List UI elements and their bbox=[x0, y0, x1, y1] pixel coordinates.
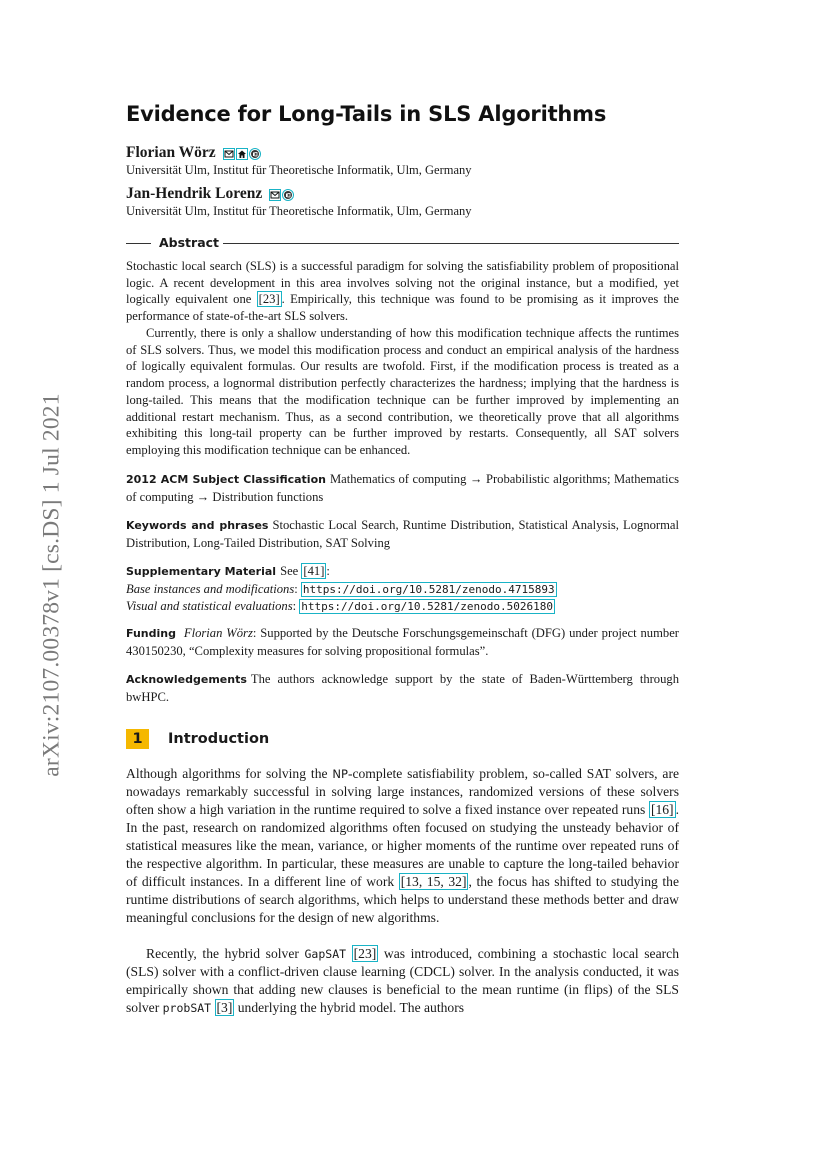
author-1-affiliation: Universität Ulm, Institut für Theoretische Informatik, Ulm, Germany bbox=[126, 163, 472, 177]
keywords-text: Stochastic Local Search, Runtime Distribution, Statistical Analysis, Lognormal Distribution, Long-Tailed Distribution, SAT Solving bbox=[126, 518, 679, 550]
author-2-affiliation: Universität Ulm, Institut für Theoretische Informatik, Ulm, Germany bbox=[126, 204, 472, 218]
supplementary-see: See bbox=[280, 564, 302, 578]
section-number: 1 bbox=[126, 729, 149, 749]
intro-text: -complete satisfiability problem, so-called SAT solvers, are nowadays remarkably successful in solving large instances, randomized versions of these solvers often show a high variation in the runtime required to solve a fixed instance over repeated runs bbox=[126, 766, 679, 817]
abstract-rule-right bbox=[223, 243, 679, 244]
intro-text: underlying the hybrid model. The authors bbox=[234, 1000, 465, 1015]
intro-paragraph-2 bbox=[126, 945, 679, 1017]
acm-text: Mathematics of computing → Probabilistic algorithms; Mathematics of computing → Distribution functions bbox=[126, 472, 680, 504]
citation-link[interactable]: [23] bbox=[258, 292, 280, 307]
paper-title: Evidence for Long-Tails in SLS Algorithms bbox=[126, 102, 607, 126]
funding-name: Florian Wörz bbox=[183, 626, 253, 640]
intro-paragraph-1 bbox=[126, 765, 679, 927]
abstract-heading bbox=[126, 235, 679, 251]
acm-label: 2012 ACM Subject Classification bbox=[126, 473, 326, 486]
intro-text: Although algorithms for solving the bbox=[126, 766, 333, 781]
supplementary-line2-label: Visual and statistical evaluations bbox=[126, 599, 293, 614]
author-1 bbox=[126, 144, 262, 163]
supplementary-line1-label: Base instances and modifications bbox=[126, 581, 295, 596]
citation-link[interactable]: [41] bbox=[303, 564, 325, 578]
supplementary-material bbox=[126, 563, 679, 616]
intro-text: . In the past, research on randomized algorithms often focused on studying the unsteady behavior of statistical measures like the mean, variance, or higher moments of the runtime over repeated runs of the respective algorithm. In particular, these measures are unable to capture the long-tailed behavior of difficult instances. In a different line of work bbox=[126, 802, 679, 889]
supplementary-colon: : bbox=[326, 564, 330, 578]
envelope-icon[interactable] bbox=[269, 189, 281, 201]
author-1-icons bbox=[223, 145, 262, 163]
keywords bbox=[126, 517, 679, 551]
intro-space bbox=[211, 1000, 214, 1015]
section-title: Introduction bbox=[168, 731, 270, 747]
acknowledgements bbox=[126, 671, 679, 705]
abstract-text: Stochastic local search (SLS) is a successful paradigm for solving the satisfiability problem of propositional logic. A recent development in this area involves solving not the original instance, but a modified, yet logically equivalent one bbox=[126, 259, 679, 307]
author-2 bbox=[126, 185, 295, 204]
intro-text: , the focus has shifted to studying the runtime distributions of search algorithms, which helps to understand these methods better and draw meaningful conclusions for the design of new algorithms. bbox=[126, 874, 679, 925]
supplementary-sep: : bbox=[294, 581, 301, 596]
arxiv-identifier: arXiv:2107.00378v1 [cs.DS] 1 Jul 2021 bbox=[38, 393, 65, 777]
supplementary-label: Supplementary Material bbox=[126, 565, 277, 578]
citation-link[interactable]: [23] bbox=[353, 946, 377, 961]
author-2-name: Jan-Hendrik Lorenz bbox=[126, 185, 263, 202]
citation-link[interactable]: [16] bbox=[650, 802, 674, 817]
acknowledgements-label: Acknowledgements bbox=[126, 673, 247, 686]
doi-link-1[interactable]: https://doi.org/10.5281/zenodo.4715893 bbox=[302, 582, 555, 596]
author-2-icons bbox=[269, 186, 295, 204]
citation-link[interactable]: [3] bbox=[216, 1000, 233, 1015]
funding-label: Funding bbox=[126, 627, 176, 640]
funding bbox=[126, 625, 679, 659]
orcid-icon[interactable] bbox=[249, 148, 261, 160]
intro-text: Recently, the hybrid solver bbox=[146, 946, 305, 961]
acknowledgements-text: The authors acknowledge support by the state of Baden-Württemberg through bwHPC. bbox=[126, 672, 679, 704]
citation-link[interactable]: [13, 15, 32] bbox=[400, 874, 467, 889]
intro-space bbox=[346, 946, 352, 961]
abstract-label: Abstract bbox=[159, 235, 220, 250]
abstract-rule-left bbox=[126, 243, 151, 244]
home-icon[interactable] bbox=[236, 148, 248, 160]
orcid-icon[interactable] bbox=[282, 189, 294, 201]
abstract-paragraph-1 bbox=[126, 258, 679, 325]
funding-text: : Supported by the Deutsche Forschungsgemeinschaft (DFG) under project number 430150230, “Complexity measures for solving propositional formulas”. bbox=[126, 626, 679, 658]
author-1-name: Florian Wörz bbox=[126, 144, 216, 161]
doi-link-2[interactable]: https://doi.org/10.5281/zenodo.5026180 bbox=[301, 600, 553, 614]
intro-text: was introduced, combining a stochastic local search (SLS) solver with a conflict-driven clause learning (CDCL) solver. In the analysis conducted, it was empirically shown that adding new clauses is beneficial to the mean runtime (in flips) of the SLS solver bbox=[126, 946, 679, 1015]
solver-name: GapSAT bbox=[304, 947, 347, 961]
envelope-icon[interactable] bbox=[223, 148, 235, 160]
keywords-label: Keywords and phrases bbox=[126, 519, 269, 532]
acm-classification bbox=[126, 471, 679, 505]
np-term: NP bbox=[332, 767, 348, 781]
abstract-paragraph-2: Currently, there is only a shallow understanding of how this modification technique affects the runtimes of SLS solvers. Thus, we model this modification process and conduct an empirical analysis of the hardness of logically equivalent formulas. Our results are twofold. First, if the modification process is treated as a random process, a lognormal distribution perfectly characterizes the hardness; implying that the hardness is long-tailed. This means that the modification technique can be further improved by implementing an additional restart mechanism. Thus, as a second contribution, we theoretically prove that all algorithms exhibiting this long-tail property can be further improved by restarts. Consequently, all SAT solvers employing this modification technique can be enhanced. bbox=[126, 326, 679, 457]
solver-name: probSAT bbox=[162, 1001, 212, 1015]
abstract-text: . Empirically, this technique was found to be promising as it improves the performance of state-of-the-art SLS solvers. bbox=[126, 292, 679, 324]
supplementary-sep: : bbox=[292, 599, 300, 614]
